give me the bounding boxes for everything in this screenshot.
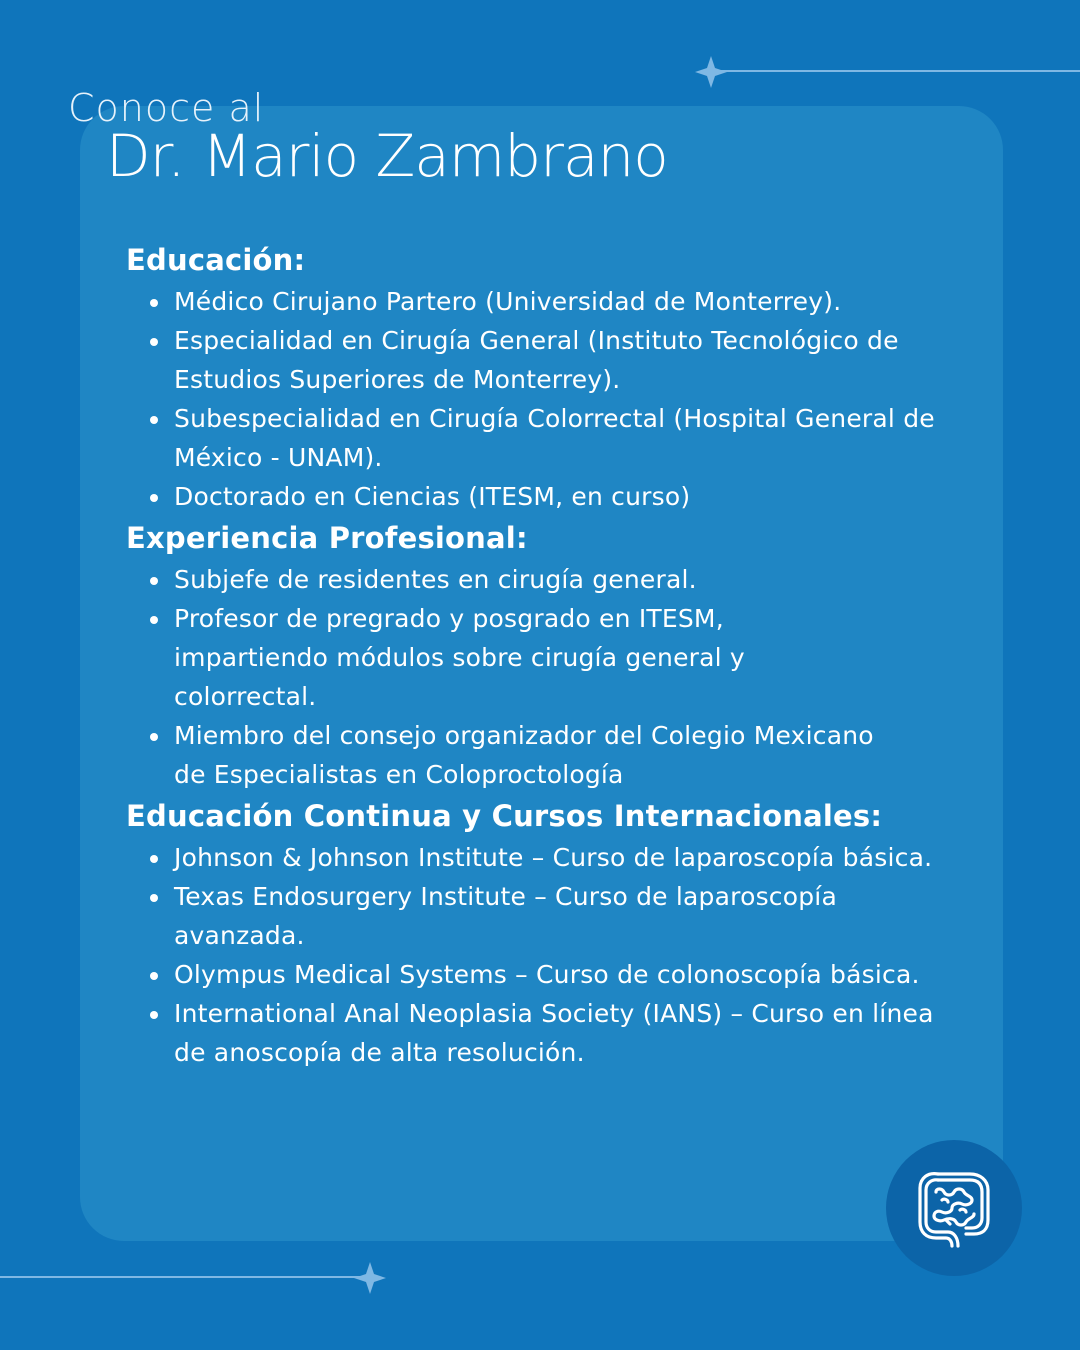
list-item: Doctorado en Ciencias (ITESM, en curso) bbox=[174, 477, 956, 516]
list-item: Olympus Medical Systems – Curso de colonoscopía básica. bbox=[174, 955, 956, 994]
section-title-educacion: Educación: bbox=[126, 243, 306, 277]
page-title: Dr. Mario Zambrano bbox=[106, 122, 668, 190]
list-item: Especialidad en Cirugía General (Instituto Tecnológico de Estudios Superiores de Monterrey). bbox=[174, 321, 956, 399]
list-item: Subespecialidad en Cirugía Colorrectal (Hospital General de México - UNAM). bbox=[174, 399, 956, 477]
star-icon bbox=[353, 1261, 387, 1299]
list-item: Johnson & Johnson Institute – Curso de laparoscopía básica. bbox=[174, 838, 956, 877]
list-item: Subjefe de residentes en cirugía general. bbox=[174, 560, 874, 599]
experience-list bbox=[126, 560, 874, 794]
section-title-cursos: Educación Continua y Cursos Internacionales: bbox=[126, 799, 883, 833]
list-item: Texas Endosurgery Institute – Curso de laparoscopía avanzada. bbox=[174, 877, 956, 955]
intestine-icon bbox=[908, 1160, 1000, 1256]
education-list bbox=[126, 282, 956, 516]
list-item: Miembro del consejo organizador del Colegio Mexicano de Especialistas en Coloproctología bbox=[174, 716, 874, 794]
list-item: International Anal Neoplasia Society (IANS) – Curso en línea de anoscopía de alta resolución. bbox=[174, 994, 956, 1072]
courses-list bbox=[126, 838, 956, 1072]
list-item: Profesor de pregrado y posgrado en ITESM, impartiendo módulos sobre cirugía general y colorrectal. bbox=[174, 599, 874, 716]
bottom-decorative-line bbox=[0, 1276, 370, 1278]
star-icon bbox=[694, 55, 728, 93]
header-subtitle: Conoce al bbox=[68, 86, 265, 130]
section-title-experiencia: Experiencia Profesional: bbox=[126, 521, 528, 555]
cv-content bbox=[126, 238, 956, 1072]
intestine-badge bbox=[886, 1140, 1022, 1276]
top-decorative-line bbox=[712, 70, 1080, 72]
list-item: Médico Cirujano Partero (Universidad de Monterrey). bbox=[174, 282, 956, 321]
